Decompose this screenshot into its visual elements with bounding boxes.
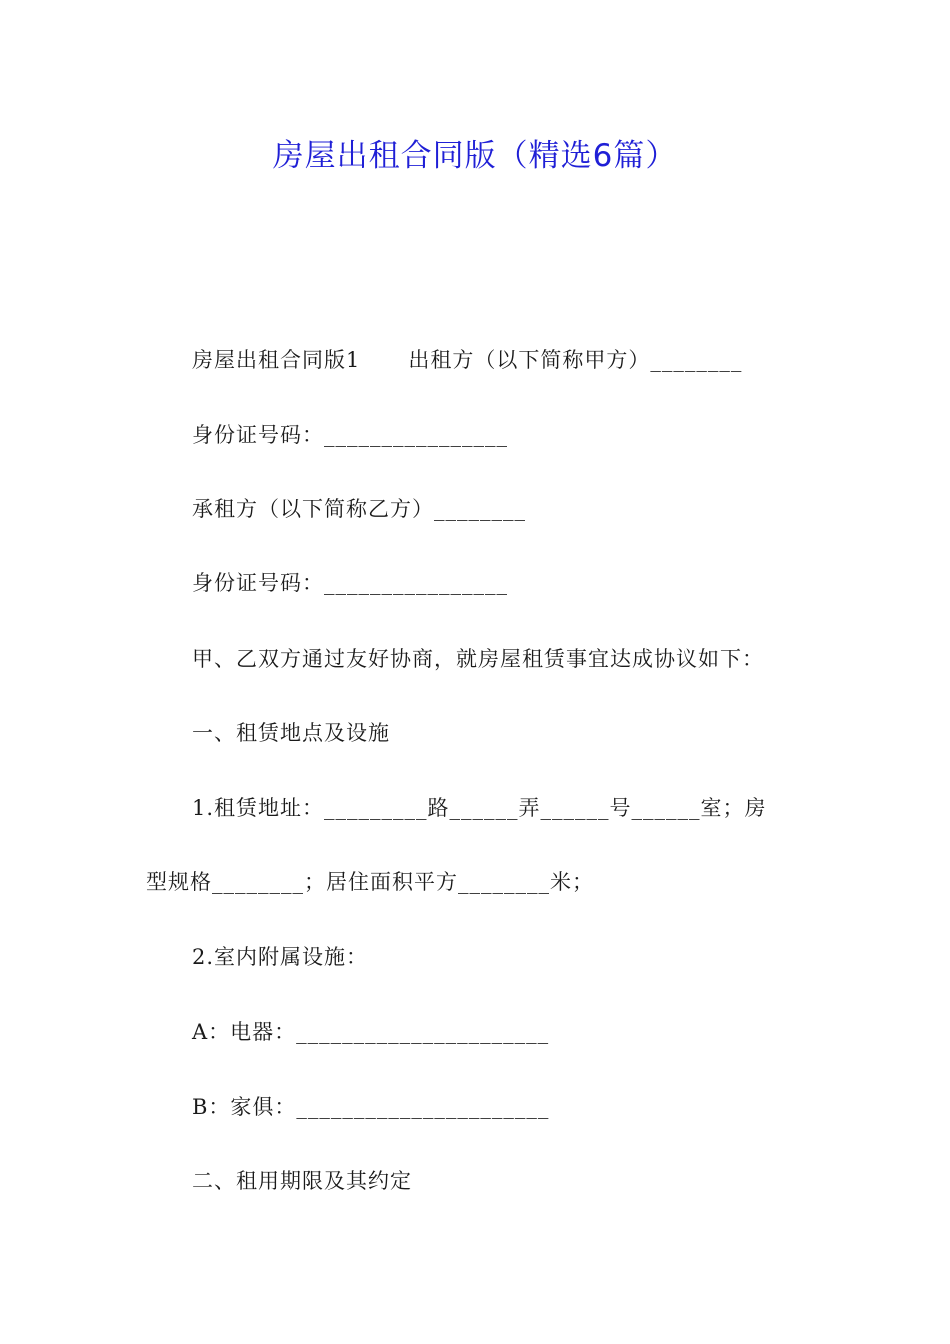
agreement-intro: 甲、乙双方通过友好协商，就房屋租赁事宜达成协议如下： xyxy=(192,647,764,671)
room-spec-line: 型规格________；居住面积平方________米； xyxy=(146,870,594,894)
appliances-field: A：电器：______________________ xyxy=(192,1020,550,1044)
furniture-field: B：家俱：______________________ xyxy=(192,1095,550,1119)
rental-address-line: 1.租赁地址：_________路______弄______号______室；房 xyxy=(192,796,767,820)
paragraph-line-1 xyxy=(192,345,742,375)
lessor-field: 出租方（以下简称甲方）________ xyxy=(408,348,743,372)
facilities-heading: 2.室内附属设施： xyxy=(192,945,369,969)
document-title: 房屋出租合同版（精选6篇） xyxy=(272,138,678,174)
lessor-id-field: 身份证号码：________________ xyxy=(192,423,508,447)
lessee-field: 承租方（以下简称乙方）________ xyxy=(192,497,526,521)
section-heading: 房屋出租合同版1 xyxy=(192,348,361,372)
section-2-heading: 二、租用期限及其约定 xyxy=(192,1169,412,1193)
section-1-heading: 一、租赁地点及设施 xyxy=(192,721,390,745)
lessee-id-field: 身份证号码：________________ xyxy=(192,571,508,595)
